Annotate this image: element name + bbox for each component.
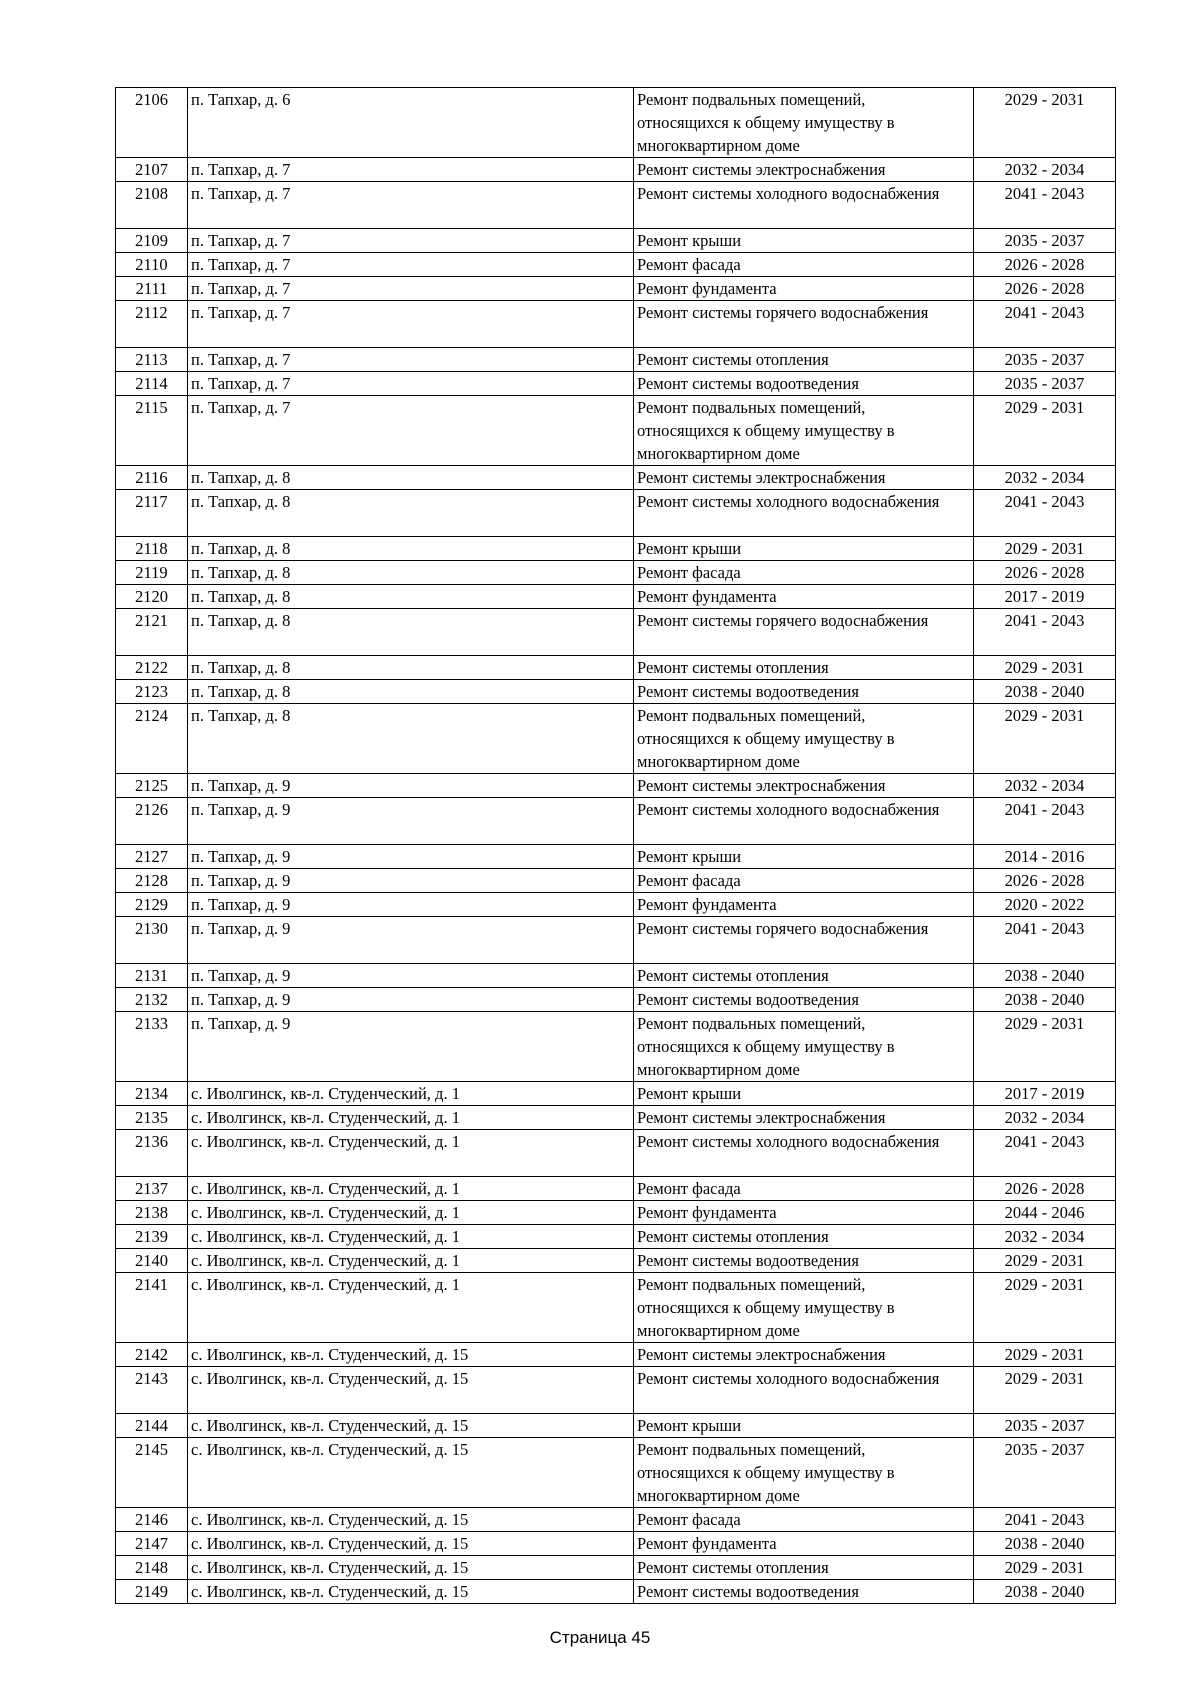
work-type-cell bbox=[634, 1082, 974, 1106]
work-type-line: Ремонт фасада bbox=[637, 563, 741, 582]
work-type-cell bbox=[634, 704, 974, 774]
work-type-line: Ремонт системы электроснабжения bbox=[637, 160, 886, 179]
table-row bbox=[116, 1414, 1116, 1438]
work-type-cell bbox=[634, 561, 974, 585]
table-row bbox=[116, 1532, 1116, 1556]
period-cell: 2029 - 2031 bbox=[974, 704, 1116, 774]
table-row bbox=[116, 680, 1116, 704]
table-row bbox=[116, 88, 1116, 158]
period-cell: 2032 - 2034 bbox=[974, 1106, 1116, 1130]
table-row bbox=[116, 917, 1116, 964]
table-row bbox=[116, 774, 1116, 798]
work-type-cell bbox=[634, 372, 974, 396]
address-cell: п. Тапхар, д. 9 bbox=[188, 988, 634, 1012]
row-number-cell: 2111 bbox=[116, 277, 188, 301]
work-type-cell bbox=[634, 396, 974, 466]
work-type-line: многоквартирном доме bbox=[637, 1486, 800, 1505]
address-cell: с. Иволгинск, кв-л. Студенческий, д. 15 bbox=[188, 1532, 634, 1556]
table-row bbox=[116, 1367, 1116, 1414]
address-cell: п. Тапхар, д. 8 bbox=[188, 537, 634, 561]
period-cell: 2029 - 2031 bbox=[974, 537, 1116, 561]
row-number-cell: 2123 bbox=[116, 680, 188, 704]
work-type-cell bbox=[634, 1130, 974, 1177]
address-cell: п. Тапхар, д. 6 bbox=[188, 88, 634, 158]
table-row bbox=[116, 301, 1116, 348]
address-cell: п. Тапхар, д. 8 bbox=[188, 561, 634, 585]
table-row bbox=[116, 490, 1116, 537]
work-type-cell bbox=[634, 917, 974, 964]
address-cell: с. Иволгинск, кв-л. Студенческий, д. 1 bbox=[188, 1201, 634, 1225]
work-type-line: Ремонт крыши bbox=[637, 231, 742, 250]
row-number-cell: 2147 bbox=[116, 1532, 188, 1556]
row-number-cell: 2127 bbox=[116, 845, 188, 869]
row-number-cell: 2139 bbox=[116, 1225, 188, 1249]
address-cell: п. Тапхар, д. 8 bbox=[188, 704, 634, 774]
table-row bbox=[116, 1343, 1116, 1367]
period-cell: 2032 - 2034 bbox=[974, 774, 1116, 798]
work-type-cell bbox=[634, 585, 974, 609]
row-number-cell: 2134 bbox=[116, 1082, 188, 1106]
work-type-line: Ремонт фасада bbox=[637, 1179, 741, 1198]
row-number-cell: 2124 bbox=[116, 704, 188, 774]
work-type-line: Ремонт системы электроснабжения bbox=[637, 776, 886, 795]
row-number-cell: 2125 bbox=[116, 774, 188, 798]
table-row bbox=[116, 253, 1116, 277]
row-number-cell: 2110 bbox=[116, 253, 188, 277]
work-type-cell bbox=[634, 158, 974, 182]
work-type-line: Ремонт фасада bbox=[637, 255, 741, 274]
work-type-line: Ремонт подвальных помещений, bbox=[637, 1275, 866, 1294]
row-number-cell: 2130 bbox=[116, 917, 188, 964]
period-cell: 2026 - 2028 bbox=[974, 277, 1116, 301]
row-number-cell: 2145 bbox=[116, 1438, 188, 1508]
period-cell: 2029 - 2031 bbox=[974, 396, 1116, 466]
work-type-cell bbox=[634, 1225, 974, 1249]
work-type-cell bbox=[634, 253, 974, 277]
period-cell: 2032 - 2034 bbox=[974, 1225, 1116, 1249]
row-number-cell: 2113 bbox=[116, 348, 188, 372]
work-type-cell bbox=[634, 798, 974, 845]
work-type-line: Ремонт подвальных помещений, bbox=[637, 1014, 866, 1033]
period-cell: 2041 - 2043 bbox=[974, 609, 1116, 656]
table-row bbox=[116, 348, 1116, 372]
row-number-cell: 2141 bbox=[116, 1273, 188, 1343]
row-number-cell: 2149 bbox=[116, 1580, 188, 1604]
cell-spacer bbox=[637, 1153, 970, 1176]
table-row bbox=[116, 1012, 1116, 1082]
work-type-cell bbox=[634, 1343, 974, 1367]
table-row bbox=[116, 964, 1116, 988]
address-cell: с. Иволгинск, кв-л. Студенческий, д. 15 bbox=[188, 1414, 634, 1438]
period-cell: 2029 - 2031 bbox=[974, 1343, 1116, 1367]
work-type-cell bbox=[634, 466, 974, 490]
work-type-line: многоквартирном доме bbox=[637, 752, 800, 771]
period-cell: 2041 - 2043 bbox=[974, 490, 1116, 537]
work-type-cell bbox=[634, 1201, 974, 1225]
row-number-cell: 2109 bbox=[116, 229, 188, 253]
row-number-cell: 2136 bbox=[116, 1130, 188, 1177]
work-type-line: Ремонт фундамента bbox=[637, 1534, 777, 1553]
work-type-line: Ремонт фундамента bbox=[637, 895, 777, 914]
table-row bbox=[116, 988, 1116, 1012]
work-type-line: Ремонт системы холодного водоснабжения bbox=[637, 184, 940, 203]
period-cell: 2026 - 2028 bbox=[974, 869, 1116, 893]
table-row bbox=[116, 1201, 1116, 1225]
work-type-line: Ремонт системы электроснабжения bbox=[637, 468, 886, 487]
work-type-line: Ремонт крыши bbox=[637, 1084, 742, 1103]
work-type-line: относящихся к общему имуществу в bbox=[637, 113, 895, 132]
address-cell: с. Иволгинск, кв-л. Студенческий, д. 15 bbox=[188, 1556, 634, 1580]
work-type-cell bbox=[634, 988, 974, 1012]
row-number-cell: 2108 bbox=[116, 182, 188, 229]
period-cell: 2020 - 2022 bbox=[974, 893, 1116, 917]
table-row bbox=[116, 561, 1116, 585]
table-row bbox=[116, 656, 1116, 680]
work-type-line: Ремонт фундамента bbox=[637, 1203, 777, 1222]
address-cell: с. Иволгинск, кв-л. Студенческий, д. 1 bbox=[188, 1273, 634, 1343]
table-row bbox=[116, 1508, 1116, 1532]
row-number-cell: 2131 bbox=[116, 964, 188, 988]
period-cell: 2044 - 2046 bbox=[974, 1201, 1116, 1225]
address-cell: п. Тапхар, д. 7 bbox=[188, 229, 634, 253]
work-type-cell bbox=[634, 277, 974, 301]
work-type-cell bbox=[634, 1367, 974, 1414]
address-cell: п. Тапхар, д. 9 bbox=[188, 893, 634, 917]
period-cell: 2035 - 2037 bbox=[974, 1438, 1116, 1508]
period-cell: 2032 - 2034 bbox=[974, 466, 1116, 490]
address-cell: п. Тапхар, д. 9 bbox=[188, 917, 634, 964]
period-cell: 2029 - 2031 bbox=[974, 1556, 1116, 1580]
address-cell: п. Тапхар, д. 7 bbox=[188, 348, 634, 372]
work-type-cell bbox=[634, 1273, 974, 1343]
row-number-cell: 2133 bbox=[116, 1012, 188, 1082]
work-type-line: Ремонт системы холодного водоснабжения bbox=[637, 800, 940, 819]
address-cell: с. Иволгинск, кв-л. Студенческий, д. 1 bbox=[188, 1177, 634, 1201]
period-cell: 2041 - 2043 bbox=[974, 1508, 1116, 1532]
table-row bbox=[116, 798, 1116, 845]
row-number-cell: 2117 bbox=[116, 490, 188, 537]
table-row bbox=[116, 845, 1116, 869]
work-type-line: Ремонт крыши bbox=[637, 539, 742, 558]
address-cell: с. Иволгинск, кв-л. Студенческий, д. 1 bbox=[188, 1106, 634, 1130]
table-row bbox=[116, 182, 1116, 229]
table-row bbox=[116, 277, 1116, 301]
work-type-cell bbox=[634, 301, 974, 348]
work-type-cell bbox=[634, 1532, 974, 1556]
address-cell: п. Тапхар, д. 9 bbox=[188, 869, 634, 893]
address-cell: с. Иволгинск, кв-л. Студенческий, д. 15 bbox=[188, 1438, 634, 1508]
work-type-line: Ремонт системы водоотведения bbox=[637, 990, 859, 1009]
address-cell: п. Тапхар, д. 8 bbox=[188, 585, 634, 609]
cell-spacer bbox=[637, 632, 970, 655]
table-row bbox=[116, 1225, 1116, 1249]
row-number-cell: 2112 bbox=[116, 301, 188, 348]
row-number-cell: 2129 bbox=[116, 893, 188, 917]
row-number-cell: 2128 bbox=[116, 869, 188, 893]
period-cell: 2032 - 2034 bbox=[974, 158, 1116, 182]
work-type-line: Ремонт системы горячего водоснабжения bbox=[637, 611, 929, 630]
table-row bbox=[116, 466, 1116, 490]
table-row bbox=[116, 1082, 1116, 1106]
address-cell: п. Тапхар, д. 9 bbox=[188, 798, 634, 845]
period-cell: 2038 - 2040 bbox=[974, 680, 1116, 704]
row-number-cell: 2107 bbox=[116, 158, 188, 182]
work-type-line: относящихся к общему имуществу в bbox=[637, 1463, 895, 1482]
work-type-cell bbox=[634, 774, 974, 798]
period-cell: 2029 - 2031 bbox=[974, 656, 1116, 680]
address-cell: с. Иволгинск, кв-л. Студенческий, д. 1 bbox=[188, 1225, 634, 1249]
row-number-cell: 2119 bbox=[116, 561, 188, 585]
period-cell: 2041 - 2043 bbox=[974, 1130, 1116, 1177]
period-cell: 2035 - 2037 bbox=[974, 372, 1116, 396]
work-type-cell bbox=[634, 1414, 974, 1438]
work-type-line: Ремонт системы отопления bbox=[637, 1558, 829, 1577]
work-type-line: Ремонт подвальных помещений, bbox=[637, 90, 866, 109]
period-cell: 2038 - 2040 bbox=[974, 988, 1116, 1012]
row-number-cell: 2146 bbox=[116, 1508, 188, 1532]
work-type-cell bbox=[634, 1438, 974, 1508]
address-cell: п. Тапхар, д. 8 bbox=[188, 609, 634, 656]
row-number-cell: 2115 bbox=[116, 396, 188, 466]
address-cell: п. Тапхар, д. 8 bbox=[188, 656, 634, 680]
address-cell: п. Тапхар, д. 7 bbox=[188, 253, 634, 277]
row-number-cell: 2106 bbox=[116, 88, 188, 158]
cell-spacer bbox=[637, 324, 970, 347]
period-cell: 2041 - 2043 bbox=[974, 917, 1116, 964]
table-body bbox=[116, 88, 1116, 1604]
address-cell: п. Тапхар, д. 8 bbox=[188, 490, 634, 537]
period-cell: 2026 - 2028 bbox=[974, 1177, 1116, 1201]
work-type-line: Ремонт системы электроснабжения bbox=[637, 1108, 886, 1127]
address-cell: с. Иволгинск, кв-л. Студенческий, д. 15 bbox=[188, 1508, 634, 1532]
row-number-cell: 2114 bbox=[116, 372, 188, 396]
table-row bbox=[116, 869, 1116, 893]
row-number-cell: 2137 bbox=[116, 1177, 188, 1201]
work-type-cell bbox=[634, 182, 974, 229]
table-row bbox=[116, 229, 1116, 253]
address-cell: п. Тапхар, д. 9 bbox=[188, 1012, 634, 1082]
work-type-line: Ремонт подвальных помещений, bbox=[637, 398, 866, 417]
table-row bbox=[116, 1273, 1116, 1343]
work-type-line: Ремонт подвальных помещений, bbox=[637, 1440, 866, 1459]
table-row bbox=[116, 1556, 1116, 1580]
table-row bbox=[116, 537, 1116, 561]
address-cell: п. Тапхар, д. 8 bbox=[188, 680, 634, 704]
table-row bbox=[116, 158, 1116, 182]
address-cell: с. Иволгинск, кв-л. Студенческий, д. 1 bbox=[188, 1249, 634, 1273]
work-type-cell bbox=[634, 656, 974, 680]
work-type-line: Ремонт фундамента bbox=[637, 587, 777, 606]
row-number-cell: 2118 bbox=[116, 537, 188, 561]
period-cell: 2029 - 2031 bbox=[974, 1367, 1116, 1414]
row-number-cell: 2142 bbox=[116, 1343, 188, 1367]
period-cell: 2035 - 2037 bbox=[974, 229, 1116, 253]
work-type-line: относящихся к общему имуществу в bbox=[637, 421, 895, 440]
table-row bbox=[116, 372, 1116, 396]
row-number-cell: 2126 bbox=[116, 798, 188, 845]
row-number-cell: 2143 bbox=[116, 1367, 188, 1414]
work-type-line: Ремонт системы отопления bbox=[637, 658, 829, 677]
row-number-cell: 2120 bbox=[116, 585, 188, 609]
work-type-line: Ремонт системы водоотведения bbox=[637, 1251, 859, 1270]
cell-spacer bbox=[637, 940, 970, 963]
work-schedule-table bbox=[115, 87, 1116, 1604]
period-cell: 2038 - 2040 bbox=[974, 1580, 1116, 1604]
work-type-cell bbox=[634, 893, 974, 917]
cell-spacer bbox=[637, 205, 970, 228]
address-cell: п. Тапхар, д. 8 bbox=[188, 466, 634, 490]
work-type-line: многоквартирном доме bbox=[637, 136, 800, 155]
address-cell: п. Тапхар, д. 7 bbox=[188, 301, 634, 348]
table-row bbox=[116, 704, 1116, 774]
work-type-line: многоквартирном доме bbox=[637, 1321, 800, 1340]
period-cell: 2038 - 2040 bbox=[974, 964, 1116, 988]
row-number-cell: 2144 bbox=[116, 1414, 188, 1438]
period-cell: 2035 - 2037 bbox=[974, 348, 1116, 372]
work-type-line: Ремонт системы горячего водоснабжения bbox=[637, 303, 929, 322]
table-row bbox=[116, 609, 1116, 656]
period-cell: 2029 - 2031 bbox=[974, 1012, 1116, 1082]
cell-spacer bbox=[637, 821, 970, 844]
row-number-cell: 2121 bbox=[116, 609, 188, 656]
period-cell: 2041 - 2043 bbox=[974, 301, 1116, 348]
work-type-cell bbox=[634, 845, 974, 869]
work-type-cell bbox=[634, 229, 974, 253]
work-type-line: Ремонт системы водоотведения bbox=[637, 374, 859, 393]
work-type-line: Ремонт системы отопления bbox=[637, 350, 829, 369]
work-type-cell bbox=[634, 1508, 974, 1532]
work-type-line: Ремонт системы водоотведения bbox=[637, 682, 859, 701]
period-cell: 2017 - 2019 bbox=[974, 1082, 1116, 1106]
row-number-cell: 2140 bbox=[116, 1249, 188, 1273]
period-cell: 2035 - 2037 bbox=[974, 1414, 1116, 1438]
period-cell: 2029 - 2031 bbox=[974, 1273, 1116, 1343]
work-type-line: многоквартирном доме bbox=[637, 1060, 800, 1079]
row-number-cell: 2135 bbox=[116, 1106, 188, 1130]
table-row bbox=[116, 1438, 1116, 1508]
address-cell: с. Иволгинск, кв-л. Студенческий, д. 1 bbox=[188, 1082, 634, 1106]
work-type-line: Ремонт крыши bbox=[637, 847, 742, 866]
cell-spacer bbox=[637, 1390, 970, 1413]
work-type-cell bbox=[634, 490, 974, 537]
period-cell: 2029 - 2031 bbox=[974, 1249, 1116, 1273]
address-cell: п. Тапхар, д. 9 bbox=[188, 774, 634, 798]
work-type-cell bbox=[634, 1012, 974, 1082]
work-type-line: относящихся к общему имуществу в bbox=[637, 729, 895, 748]
work-type-line: Ремонт системы горячего водоснабжения bbox=[637, 919, 929, 938]
work-type-line: Ремонт системы отопления bbox=[637, 966, 829, 985]
period-cell: 2014 - 2016 bbox=[974, 845, 1116, 869]
address-cell: с. Иволгинск, кв-л. Студенческий, д. 15 bbox=[188, 1580, 634, 1604]
work-type-cell bbox=[634, 348, 974, 372]
work-type-line: Ремонт системы отопления bbox=[637, 1227, 829, 1246]
address-cell: с. Иволгинск, кв-л. Студенческий, д. 1 bbox=[188, 1130, 634, 1177]
work-type-cell bbox=[634, 964, 974, 988]
row-number-cell: 2132 bbox=[116, 988, 188, 1012]
work-type-cell bbox=[634, 1580, 974, 1604]
period-cell: 2029 - 2031 bbox=[974, 88, 1116, 158]
row-number-cell: 2122 bbox=[116, 656, 188, 680]
work-type-cell bbox=[634, 1177, 974, 1201]
work-type-line: относящихся к общему имуществу в bbox=[637, 1037, 895, 1056]
work-type-line: Ремонт системы холодного водоснабжения bbox=[637, 1369, 940, 1388]
table-row bbox=[116, 893, 1116, 917]
work-type-line: многоквартирном доме bbox=[637, 444, 800, 463]
work-type-cell bbox=[634, 869, 974, 893]
work-type-line: относящихся к общему имуществу в bbox=[637, 1298, 895, 1317]
work-type-line: Ремонт системы холодного водоснабжения bbox=[637, 492, 940, 511]
work-type-cell bbox=[634, 537, 974, 561]
table-row bbox=[116, 1106, 1116, 1130]
address-cell: с. Иволгинск, кв-л. Студенческий, д. 15 bbox=[188, 1367, 634, 1414]
work-type-line: Ремонт системы электроснабжения bbox=[637, 1345, 886, 1364]
address-cell: п. Тапхар, д. 7 bbox=[188, 158, 634, 182]
work-type-cell bbox=[634, 680, 974, 704]
period-cell: 2038 - 2040 bbox=[974, 1532, 1116, 1556]
row-number-cell: 2148 bbox=[116, 1556, 188, 1580]
work-type-line: Ремонт крыши bbox=[637, 1416, 742, 1435]
work-type-line: Ремонт фасада bbox=[637, 871, 741, 890]
table-row bbox=[116, 396, 1116, 466]
address-cell: п. Тапхар, д. 7 bbox=[188, 396, 634, 466]
period-cell: 2026 - 2028 bbox=[974, 253, 1116, 277]
cell-spacer bbox=[637, 513, 970, 536]
work-type-cell bbox=[634, 88, 974, 158]
address-cell: с. Иволгинск, кв-л. Студенческий, д. 15 bbox=[188, 1343, 634, 1367]
work-type-cell bbox=[634, 1556, 974, 1580]
address-cell: п. Тапхар, д. 7 bbox=[188, 277, 634, 301]
page-number: Страница 45 bbox=[549, 1628, 651, 1647]
work-type-cell bbox=[634, 609, 974, 656]
work-type-line: Ремонт системы водоотведения bbox=[637, 1582, 859, 1601]
table-row bbox=[116, 1130, 1116, 1177]
row-number-cell: 2116 bbox=[116, 466, 188, 490]
table-row bbox=[116, 1177, 1116, 1201]
work-type-cell bbox=[634, 1106, 974, 1130]
period-cell: 2026 - 2028 bbox=[974, 561, 1116, 585]
table-row bbox=[116, 1580, 1116, 1604]
work-type-line: Ремонт системы холодного водоснабжения bbox=[637, 1132, 940, 1151]
work-type-line: Ремонт фасада bbox=[637, 1510, 741, 1529]
work-type-line: Ремонт подвальных помещений, bbox=[637, 706, 866, 725]
address-cell: п. Тапхар, д. 9 bbox=[188, 845, 634, 869]
address-cell: п. Тапхар, д. 9 bbox=[188, 964, 634, 988]
address-cell: п. Тапхар, д. 7 bbox=[188, 372, 634, 396]
address-cell: п. Тапхар, д. 7 bbox=[188, 182, 634, 229]
period-cell: 2017 - 2019 bbox=[974, 585, 1116, 609]
row-number-cell: 2138 bbox=[116, 1201, 188, 1225]
period-cell: 2041 - 2043 bbox=[974, 182, 1116, 229]
table-row bbox=[116, 585, 1116, 609]
work-type-cell bbox=[634, 1249, 974, 1273]
work-type-line: Ремонт фундамента bbox=[637, 279, 777, 298]
period-cell: 2041 - 2043 bbox=[974, 798, 1116, 845]
table-row bbox=[116, 1249, 1116, 1273]
